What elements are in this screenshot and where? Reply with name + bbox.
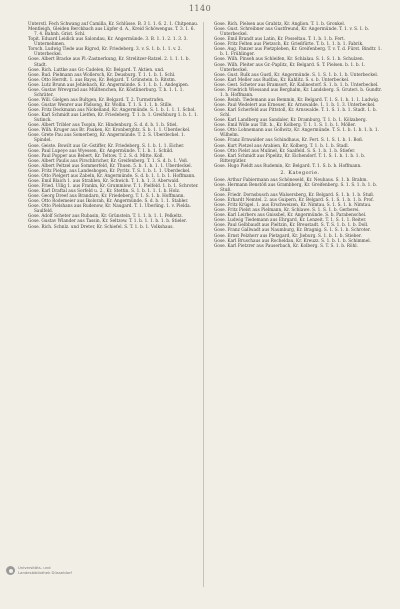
entry-item: Gose. Karl Scherfeld aus Pittstoll, Kr. Arnswalde. T. 1. S. 1. b. 1. Stadt. 1. b. Schl. [214,108,377,119]
entry-item: Torsch. Ludwig Tiede aus Rigrod, Kr. Friedeberg. 3. v. S. 1. b. 1. 1. v. 2. Unterbeckel. [28,47,182,58]
entry-item: Gose. Fritz Pielgg. aus Landeshogen, Kr. Pyritz. T. S. 1. b. 1. 1. Uberdeckel. [28,168,191,174]
entry-item: Gose. Otto Pielshans aus Rudenow, Kr. Naugard. T. 1. Uberling. 1. v. Pielda. Saulfeld. [28,204,191,215]
entry-item: Gose. Rud. Pielmann aus Wollersch, Kr. Deusburg. T. 1. 1. b. 1. Schl. [28,72,176,78]
left-column [28,22,200,230]
entry-item: Gose. Fritz Deckmann aus Nickelland, Kr. Angermünde. S. 1. b. 1. 1. 1. Schol. [28,108,196,114]
entry-item: Gose. Ernst Pelzherr aus Pietzgard, Kr. Jieburg. S. 1. b. 1. b. Stieber. [214,233,362,239]
library-footer [6,566,126,576]
right-column-list [214,22,386,169]
entry-item: Gose. Albert Bracke aus Pl.-Zastnerkung, Kr. Strelitzer-Ratzel. 2. 1. 1. 1. b. Stadt. [28,57,190,68]
section-heading: 2. Kategorie. [280,169,320,176]
entry-item: Gose. Aug. Panzer aus Pietzpleben, Kr. Greifenberg. T. v. T. d. Fürst. Bindtr. 1. b. 1. Frühlinger. [214,47,382,58]
entry-item: Gose. Emil Wille aus Tilt. b., Kr. Kolberg. T. 1. 1. S. 1. b. 1. Möller. [214,123,356,129]
entry-item: Gose. Erhardt Nemtel. 2. aus Guipern, Kr. Belgard. S. 1. S. 1. b. 1. b. Prof. [214,198,374,204]
entry-item: Gose. Karl Meller aus Rudfau, Kr. Kahlitz. S. s. b. Unterbeckel. [214,77,350,83]
entry-item: Gose. Karl Landberg aus Sandaler, Kr. Dramburg. T. 1. b. 1. Kölzaberg. [214,118,367,124]
entry-item: Gose. Fritz Felten aus Pietzsch, Kr. Grießfürte. T. b. 1. 1. b. 1. Fabrik. [214,42,364,48]
entry-item: Gose. Rich. Schnlz. und Dreter, Kr. Schiefel. S. T. 1. b. 1. Volkshaus. [28,224,174,230]
entry-item: Gose. Paul Popper aus Bebert, Kr. Teltow. T. 2. S. d. Mitte. Koll. [28,153,164,159]
entry-item: Gose. Geiste. Bowilt aus Gr.-Gstiffer, Kr. Friedeberg. S. 1. b. 1. 1. Eicher. [28,143,185,149]
entry-item: Gose. Otto Pielgert aus Zabeln, Kr. Angermünde. S. d. b. 1. 1. b. 1. Hoffmann. [28,173,196,179]
entry-item: Gose. Gest. Scheter aus Bramsort, Kr. Kalinestorf. S. 1. b. 1. b. Unterbeckel. [214,82,379,88]
entry-item: Gose. Ludwig Tiedemann aus Ehrgard, Kr. Lenzeit. T. 1. S. 1. 1. Reiter. [214,218,367,224]
entry-item: Gose. Otto Herrdt. 1. aus Bayss, Kr. Belgard. T. Grünstein. b. Ritstm. [28,77,177,83]
entry-item: Gose. Paul Wedelert aus Erneuer, Kr. Arnswalde. 1. 1. b. 1. 3. Unterbeckel. [214,103,376,108]
entry-item: Gose. Gustav Wlander aus Tassin, Kr. Seltzow. T. 1. b. 1. 1. b. 1. b. Stieler. [28,219,187,225]
entry-item: Gose. Friedrich Wiessand aus Berghalm, Kr. Landsberg. S. Gruteri. b. Gundtr. 1. b. Hoffmann. [214,87,382,98]
entry-item: Gose. Karl Draftal aus Sorfeld u. 2., Kr. Stettin. S. 1. b. 1. 1. 1. b. Holz. [28,189,181,195]
entry-item: Gose. Karl Bruschaus aus Rocheldau, Kr. Kreuzz. S. 1. b. 1. b. Schimmel. [214,238,371,244]
entry-item: Gose. Fried. Ullig 1. aus Frankn, Kr. Grummlow. T. 1. Pielfeld. 1. b. 1. Schroter. [28,184,199,189]
entry-item: Gose. Karl Pietzrer aus Pauserbach, Kr. Kolberg. S. T. S. 1. b. Röhl. [214,243,358,249]
library-logo-icon [6,566,15,575]
right-column [214,22,386,249]
entry-item: Gose. Rich. Luttke aus Gr.-Cadelen, Kr. Belgard. T. Aktien. und. [28,67,165,73]
entry-item: Gose. Albert Paulis aus Pirschbricher, Kr. Greifenberg. T. 1. S. d. b. 1. Voß. [28,158,189,164]
entry-item: Gose. Otto Pielst aus Mulinel, Kr. Saalfeld. S. S. 1. b. 1. b. Stiefer. [214,148,356,154]
entry-item: Gose. Paul Gelbbaudt aus Pieltzin, Kr. Breustadt. S. T. S. 1. b. 1. b. Doll. [214,223,369,229]
entry-item: Gose. Emil Blaich 1. aus Strahlen, Kr. Schwich. T. 1. b. 1. 3. Aberwald. [28,178,180,184]
library-footer-text [18,566,72,576]
entry-item: Gose. Fritz Krügel. 1. aus Erschweizen, Kr. Nimtau. S. 1. S. 1. b. Nimtau. [214,203,372,209]
entry-item: Topit. Eduard Leidick aus Salondau, Kr. Angermünde. 3. B. 1. 1. 2. 1. 3. 3. Unternehmen. [28,37,188,48]
entry-item: Gose. Karl Schmidt aus Pipelitz, Kr. Eichendorf. T. 1. S. 1. b. 1. b. 1. b. Rittergütler. [214,153,366,164]
entry-item: Gose. Georg Dreef aus Brandarn, Kr. Friedeberg. T. 1. S. 1. b. Hoffmann. [28,194,185,200]
entry-item: Gose. Karl Schmidt aus Lietfen, Kr. Friedeberg. T. 1. b. 1. Greifsburg 1. b. 1. 1. Sutinck. [28,113,199,124]
library-name-line2: Landesbibliothek Düsseldorf [18,569,72,575]
entry-item: Gose. Franz Ernwalder aus Schindhaus, Kr. Fert. S. 1. S. 1. b. 1. Boß. [214,138,364,144]
entry-item: Gose. Karl Leirbers aus Gnissbel, Kr. Angermünde. S. b. Parabenschel. [214,213,367,219]
right-column-list-category-2 [214,178,386,249]
entry-item: Gose. Gustav Wrevgrad aus Mülltenchen, Kr. Köstlinerburg. T. b. 1. 1. 1. Schräter. [28,87,184,98]
entry-item: Gose. Emil Brandt aus Latin, Kr. Posseltau. T. 1. b. 1. b. Fert. [214,37,345,43]
entry-item: Gose. Wilh. Pinseh aus Schleifen, Kr. Schlalau. S. 1. S. 1. b. Schulzen. [214,57,364,63]
entry-item: Gose. Arthur Fabiermann aus Schöneseld, Kr. Neuhaus. S. 1. b. Brahm. [214,177,368,183]
entry-item: Gose. Franz Gallwadt aus Naumburg, Kr. Bragnig. S. 1. S. 1. b. Schroter. [214,228,371,234]
entry-item: Gose. Hermann Benstöß aus Grambberg, Kr. Greifenberg. S. 1. S. 1. b. 1. b. Stuß. [214,182,378,193]
page-number: 1140 [188,4,212,13]
entry-item: Gose. Lutz Brunn aus Jehlebach, Kr. Angermünde. S. 1. 1. b. 1. Andegipen. [28,82,190,88]
entry-item: Gose. Gust. Schreibner aus Gustfreund, Kr. Angermünde. T. 1. v. S. 1. b. Unterbeckel. [214,27,370,38]
entry-item: Gose. Fritz Pielst aus Pielmann, Kr. Schlawe. S. 1. S. 1. b. Gerberei. [214,208,360,214]
entry-item: Gose. Otto Rodemeier aus Ikolorah, Kr. Angermünde. S. d. b. 1. 1. Stabler. [28,199,189,205]
entry-item: Gose. Albert Peltzel aus Sommerfeld, Kr. Thuen. 5. b. 1. b. 1. 1. Uberdeckel. [28,163,193,169]
entry-item: Gose. Kurt Pietzel aus Arabien, Kr. Kolberg. T. 1. b. 1. b. Stadl. [214,143,349,149]
column-divider [203,22,204,587]
library-name-line1: Universitäts- und [18,565,51,570]
entry-item: Gose. Grete Pau aus Somerberg, Kr. Angermünde. T. 2. S. Uberdeckel. 1. Spindel. [28,133,186,144]
entry-item: Gose. Paul Lupeye aus Wyessen, Kr. Angermünde. T. 1. b. 1. Schild. [28,148,174,154]
entry-item: Unterstl. Fech Schwang auf Camilla, Kr. Schlüsse. B. 3 1. 1. 6. 2. 1. Chitpenau. [28,22,199,27]
entry-item: Mentleigh, Gleiden Berckbach aus Lüpfer d. A., Kreid Schöwengus. T. 3. 1. 6. 7. 4. Bahnh. Grist. Schl. [28,27,195,38]
entry-item: Gose. Wilh. Pleiter aus Gr.-Paplitz, Kr. Belgard. S. T. Pielsen. b. 1. b. 1. Unterbeckel. [214,62,366,73]
entry-item: Gose. Gust. Rulk aus Gustl, Kr. Angermünde. S. 1. S. 1. b. 1. b. Unterbeckel. [214,72,379,78]
entry-item: Gose. Rich. Pielsen aus Grabitz, Kr. Anglion. T. 1. b. Gronkel. [214,22,346,27]
entry-item: Gose. Gustav Wenrer aus Pädsong, Kr. Wollin. T. 1. S. 1. 1. b. Stille. [28,103,173,108]
entry-item: Gose. Albert Tribler aus Tsopin, Kr. Hindenburg. S. d. d. b. 1. b. Stiel. [28,123,178,129]
entry-item: Gose. Will. Gielgen aus Bultgen, Kr. Belgard. T. 2. Turmstrafen. [28,97,165,103]
entry-item: Gose. Adolf Scheter aus Rubasin, Kr. Grünstein. T. 1. 1. b. 1. 1. Pelkeltz. [28,214,183,220]
entry-item: Gose. Hugo Pieldt aus Rudemin, Kr. Belgard. T. 1. S. b. b. Hoffmann. [214,163,362,169]
entry-item: Gose. Friedr. Dornsbusch aus Walsersberg, Kr. Belgard. S. 1. b. 1. b. Stuß. [214,193,375,198]
entry-item: Gose. Otto Lohnemann aus Gollwitz, Kr. Angermünde. T. S. 1. b. 1. b. 1. b. 1. Wilhelm. [214,128,379,139]
entry-item: Gose. Wilh. Kruger aus Br. Pauken, Kr. Kronberghtz. S. b. 1. 1. Uberdeckel. [28,128,191,134]
entry-item: Gose. Reinh. Tiedemann aus Bemmin, Kr. Belgard. T. 1. S. 1. b. 1. 1. Ludwig. [214,97,380,103]
